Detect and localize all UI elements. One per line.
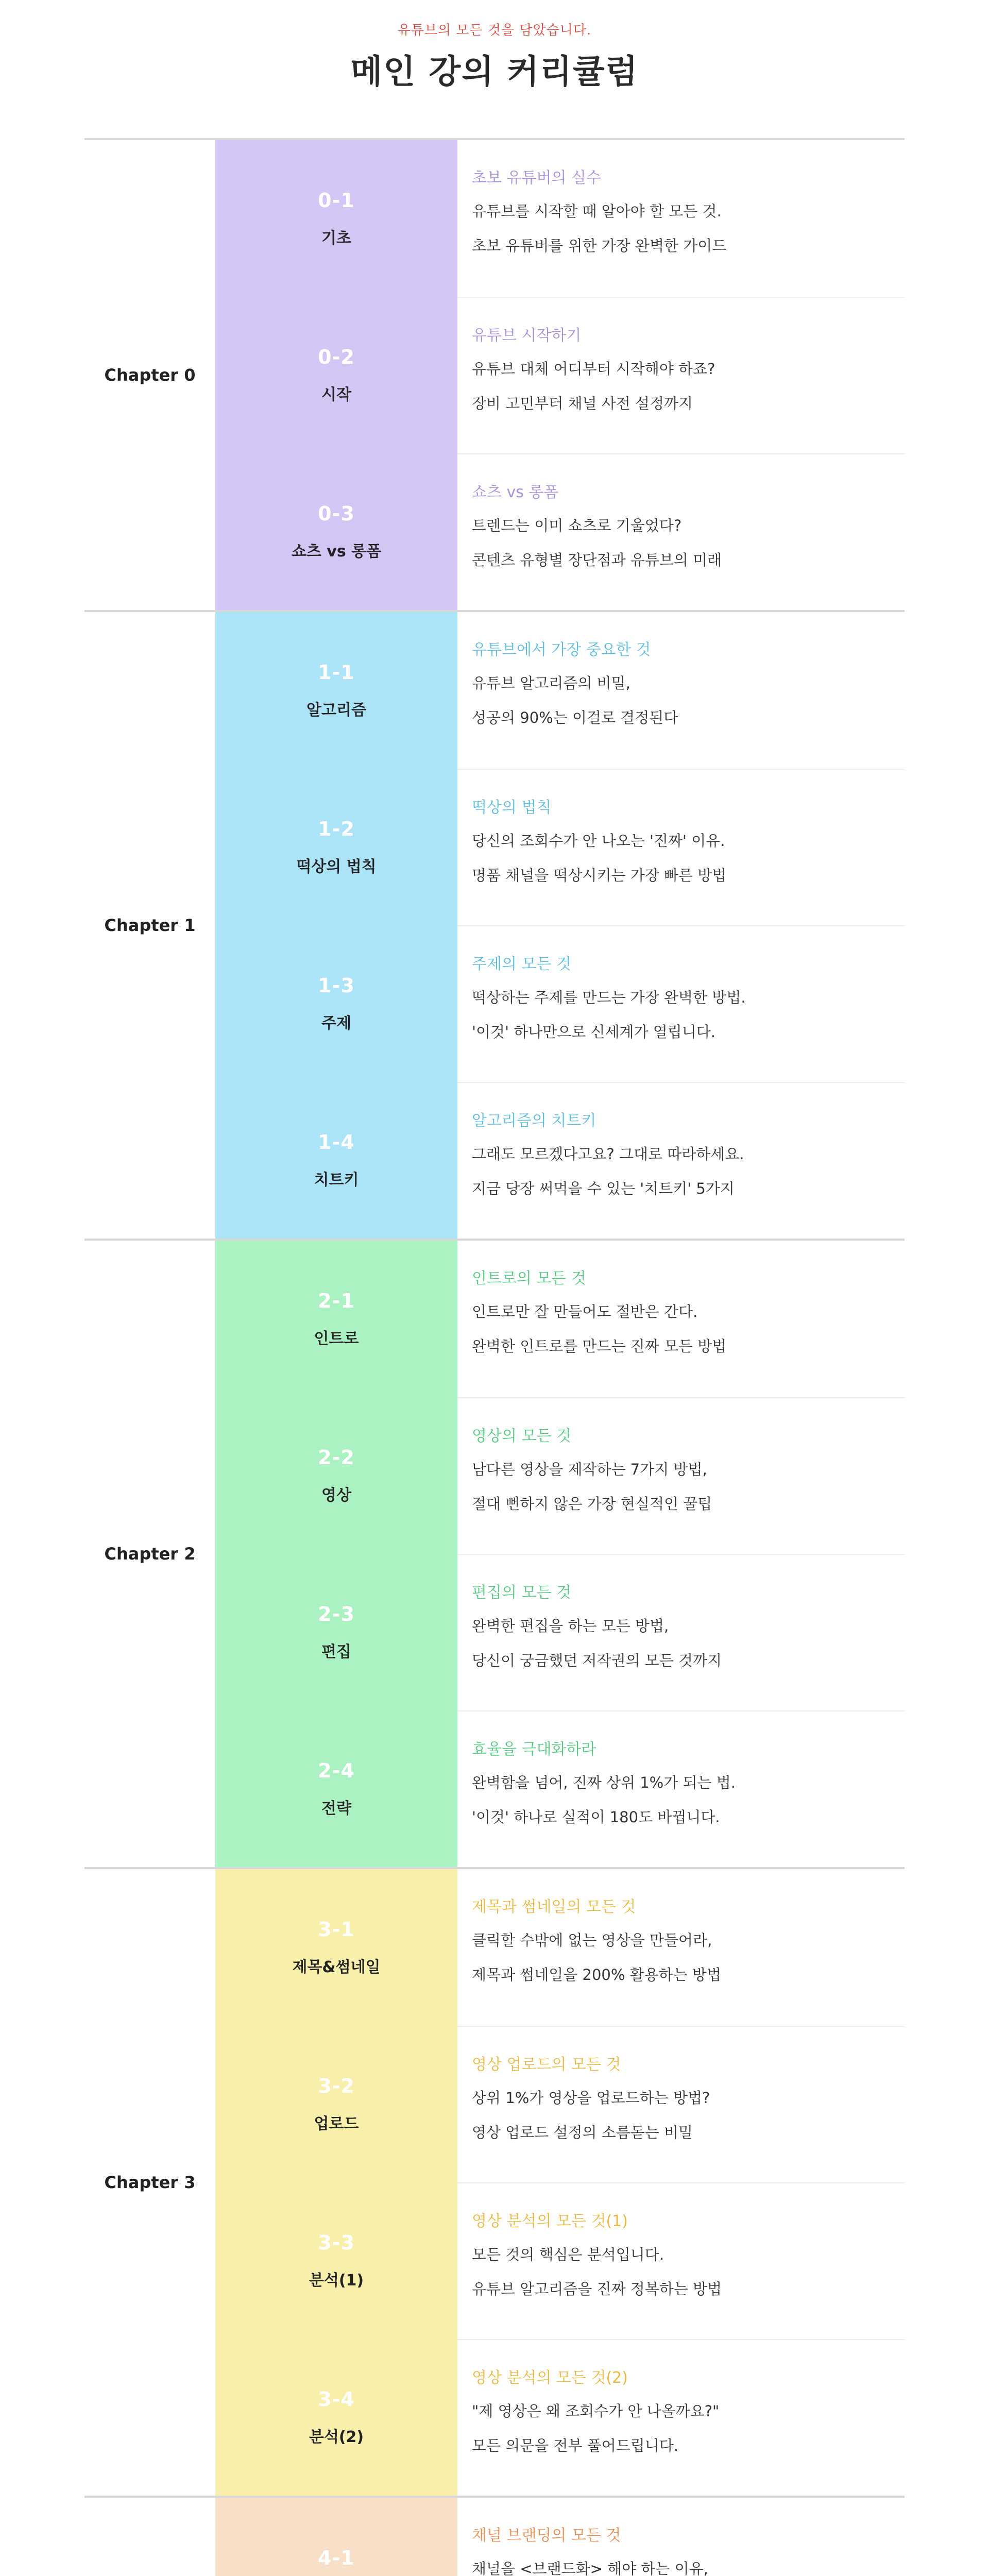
chapter-section	[84, 1241, 905, 1869]
lesson-list	[215, 1869, 905, 2496]
lesson-line-1: 인트로만 잘 만들어도 절반은 간다.	[472, 1303, 698, 1320]
lesson-line-1: 트렌드는 이미 쇼츠로 기울었다?	[472, 517, 682, 534]
lesson-row	[215, 1554, 905, 1710]
lesson-heading: 쇼츠 vs 롱폼	[472, 483, 559, 501]
lesson-line-1: 떡상하는 주제를 만드는 가장 완벽한 방법.	[472, 989, 746, 1006]
lesson-number: 4-1	[318, 2547, 355, 2569]
curriculum-table	[84, 138, 905, 2576]
lesson-description	[457, 2182, 905, 2339]
lesson-number: 0-3	[318, 502, 355, 525]
lesson-line-1: 상위 1%가 영상을 업로드하는 방법?	[472, 2089, 710, 2107]
lesson-line-1: 유튜브 대체 어디부터 시작해야 하죠?	[472, 360, 715, 378]
lesson-line-2: 콘텐츠 유형별 장단점과 유튜브의 미래	[472, 551, 722, 569]
chapter-section	[84, 2498, 905, 2576]
lesson-badge	[215, 2026, 457, 2182]
lesson-line-2: 절대 뻔하지 않은 가장 현실적인 꿀팁	[472, 1495, 712, 1513]
lesson-number: 2-4	[318, 1759, 355, 1782]
lesson-badge	[215, 1397, 457, 1554]
lesson-line-1: 유튜브를 시작할 때 알아야 할 모든 것.	[472, 202, 722, 220]
chapter-label: Chapter 2	[84, 1241, 215, 1867]
lesson-line-1: "제 영상은 왜 조회수가 안 나올까요?"	[472, 2402, 720, 2420]
lesson-name: 인트로	[314, 1330, 359, 1348]
lesson-row	[215, 2182, 905, 2339]
lesson-number: 2-1	[318, 1290, 355, 1312]
lesson-name: 주제	[321, 1014, 351, 1032]
chapter-label: Chapter 3	[84, 1869, 215, 2496]
lesson-row	[215, 2339, 905, 2496]
lesson-heading: 채널 브랜딩의 모든 것	[472, 2527, 621, 2545]
lesson-number: 1-3	[318, 974, 355, 997]
lesson-line-2: 제목과 썸네일을 200% 활용하는 방법	[472, 1966, 721, 1984]
lesson-heading: 편집의 모든 것	[472, 1584, 571, 1602]
lesson-row	[215, 140, 905, 297]
lesson-description	[457, 1554, 905, 1710]
lesson-number: 1-4	[318, 1131, 355, 1154]
lesson-number: 3-2	[318, 2075, 355, 2097]
lesson-description	[457, 1869, 905, 2026]
lesson-badge	[215, 1241, 457, 1397]
lesson-row	[215, 297, 905, 453]
chapter-section	[84, 612, 905, 1241]
lesson-name: 분석(1)	[309, 2272, 364, 2290]
chapter-section	[84, 140, 905, 612]
lesson-line-1: 클릭할 수밖에 없는 영상을 만들어라,	[472, 1931, 712, 1949]
lesson-description	[457, 1710, 905, 1867]
lesson-row	[215, 453, 905, 610]
lesson-row	[215, 1869, 905, 2026]
lesson-row	[215, 1710, 905, 1867]
lesson-heading: 영상의 모든 것	[472, 1427, 571, 1445]
lesson-heading: 유튜브에서 가장 중요한 것	[472, 641, 651, 659]
lesson-row	[215, 2498, 905, 2576]
lesson-name: 제목&썸네일	[292, 1958, 381, 1976]
lesson-row	[215, 769, 905, 925]
lesson-badge	[215, 2339, 457, 2496]
lesson-list	[215, 2498, 905, 2576]
page-eyebrow: 유튜브의 모든 것을 담았습니다.	[397, 23, 592, 38]
lesson-badge	[215, 1710, 457, 1867]
lesson-description	[457, 453, 905, 610]
lesson-description	[457, 2026, 905, 2182]
lesson-description	[457, 769, 905, 925]
lesson-row	[215, 612, 905, 769]
lesson-badge	[215, 1554, 457, 1710]
lesson-line-1: 채널을 <브랜드화> 해야 하는 이유,	[472, 2560, 708, 2576]
lesson-heading: 영상 분석의 모든 것(2)	[472, 2369, 628, 2387]
lesson-name: 전략	[321, 1800, 351, 1818]
lesson-badge	[215, 769, 457, 925]
lesson-number: 2-2	[318, 1446, 355, 1469]
lesson-row	[215, 2026, 905, 2182]
lesson-badge	[215, 140, 457, 297]
lesson-line-2: 초보 유튜버를 위한 가장 완벽한 가이드	[472, 237, 727, 255]
lesson-description	[457, 1397, 905, 1554]
lesson-badge	[215, 1869, 457, 2026]
lesson-line-1: 남다른 영상을 제작하는 7가지 방법,	[472, 1461, 707, 1478]
lesson-line-1: 완벽한 편집을 하는 모든 방법,	[472, 1617, 669, 1635]
lesson-line-2: 완벽한 인트로를 만드는 진짜 모든 방법	[472, 1337, 727, 1355]
lesson-line-1: 유튜브 알고리즘의 비밀,	[472, 674, 630, 692]
lesson-name: 치트키	[314, 1171, 359, 1189]
lesson-line-1: 그래도 모르겠다고요? 그대로 따라하세요.	[472, 1145, 744, 1163]
lesson-number: 1-2	[318, 818, 355, 840]
lesson-name: 편집	[321, 1643, 351, 1661]
lesson-name: 시작	[321, 386, 351, 404]
chapter-label: Chapter 1	[84, 612, 215, 1239]
lesson-line-2: 유튜브 알고리즘을 진짜 정복하는 방법	[472, 2280, 722, 2298]
lesson-description	[457, 1241, 905, 1397]
lesson-line-2: 당신이 궁금했던 저작권의 모든 것까지	[472, 1652, 722, 1670]
lesson-heading: 효율을 극대화하라	[472, 1740, 596, 1758]
lesson-description	[457, 297, 905, 453]
lesson-number: 2-3	[318, 1603, 355, 1625]
lesson-description	[457, 2498, 905, 2576]
page-header	[0, 0, 989, 138]
lesson-line-2: 성공의 90%는 이걸로 결정된다	[472, 709, 678, 727]
lesson-line-1: 모든 것의 핵심은 분석입니다.	[472, 2246, 664, 2263]
chapter-label: Chapter 0	[84, 140, 215, 610]
lesson-heading: 떡상의 법칙	[472, 799, 552, 817]
lesson-heading: 영상 분석의 모든 것(1)	[472, 2212, 628, 2230]
lesson-badge	[215, 925, 457, 1082]
lesson-name: 떡상의 법칙	[296, 858, 377, 876]
chapter-section	[84, 1869, 905, 2498]
lesson-heading: 주제의 모든 것	[472, 955, 571, 973]
lesson-heading: 초보 유튜버의 실수	[472, 169, 601, 187]
lesson-description	[457, 1082, 905, 1239]
lesson-number: 0-2	[318, 346, 355, 368]
lesson-number: 3-4	[318, 2388, 355, 2411]
lesson-line-2: 지금 당장 써먹을 수 있는 '치트키' 5가지	[472, 1180, 735, 1198]
lesson-list	[215, 1241, 905, 1867]
lesson-name: 업로드	[314, 2115, 359, 2133]
lesson-number: 0-1	[318, 189, 355, 212]
lesson-row	[215, 1082, 905, 1239]
lesson-row	[215, 1241, 905, 1397]
lesson-heading: 알고리즘의 치트키	[472, 1112, 596, 1130]
lesson-list	[215, 612, 905, 1239]
lesson-description	[457, 140, 905, 297]
lesson-row	[215, 925, 905, 1082]
lesson-number: 3-3	[318, 2231, 355, 2254]
lesson-badge	[215, 2498, 457, 2576]
lesson-heading: 유튜브 시작하기	[472, 327, 582, 345]
lesson-badge	[215, 297, 457, 453]
lesson-description	[457, 612, 905, 769]
lesson-badge	[215, 612, 457, 769]
lesson-line-2: 영상 업로드 설정의 소름돋는 비밀	[472, 2124, 693, 2142]
lesson-badge	[215, 2182, 457, 2339]
chapter-label	[84, 2498, 215, 2576]
lesson-heading: 영상 업로드의 모든 것	[472, 2056, 621, 2074]
lesson-line-2: '이것' 하나로 실적이 180도 바뀝니다.	[472, 1808, 720, 1826]
lesson-line-2: 모든 의문을 전부 풀어드립니다.	[472, 2437, 679, 2455]
lesson-number: 3-1	[318, 1918, 355, 1941]
lesson-line-2: '이것' 하나만으로 신세계가 열립니다.	[472, 1023, 716, 1041]
lesson-list	[215, 140, 905, 610]
lesson-line-1: 당신의 조회수가 안 나오는 '진짜' 이유.	[472, 832, 725, 850]
lesson-name: 분석(2)	[309, 2428, 364, 2446]
lesson-name: 영상	[321, 1486, 351, 1504]
lesson-row	[215, 1397, 905, 1554]
page-title: 메인 강의 커리큘럼	[350, 53, 639, 91]
lesson-number: 1-1	[318, 661, 355, 684]
lesson-heading: 제목과 썸네일의 모든 것	[472, 1898, 636, 1916]
lesson-line-2: 장비 고민부터 채널 사전 설정까지	[472, 395, 693, 413]
lesson-line-2: 명품 채널을 떡상시키는 가장 빠른 방법	[472, 867, 727, 885]
lesson-badge	[215, 453, 457, 610]
lesson-badge	[215, 1082, 457, 1239]
lesson-description	[457, 925, 905, 1082]
lesson-name: 기초	[321, 229, 351, 247]
lesson-description	[457, 2339, 905, 2496]
lesson-name: 쇼츠 vs 롱폼	[291, 543, 382, 561]
lesson-heading: 인트로의 모든 것	[472, 1269, 586, 1287]
lesson-name: 알고리즘	[306, 701, 366, 719]
lesson-line-1: 완벽함을 넘어, 진짜 상위 1%가 되는 법.	[472, 1774, 736, 1791]
